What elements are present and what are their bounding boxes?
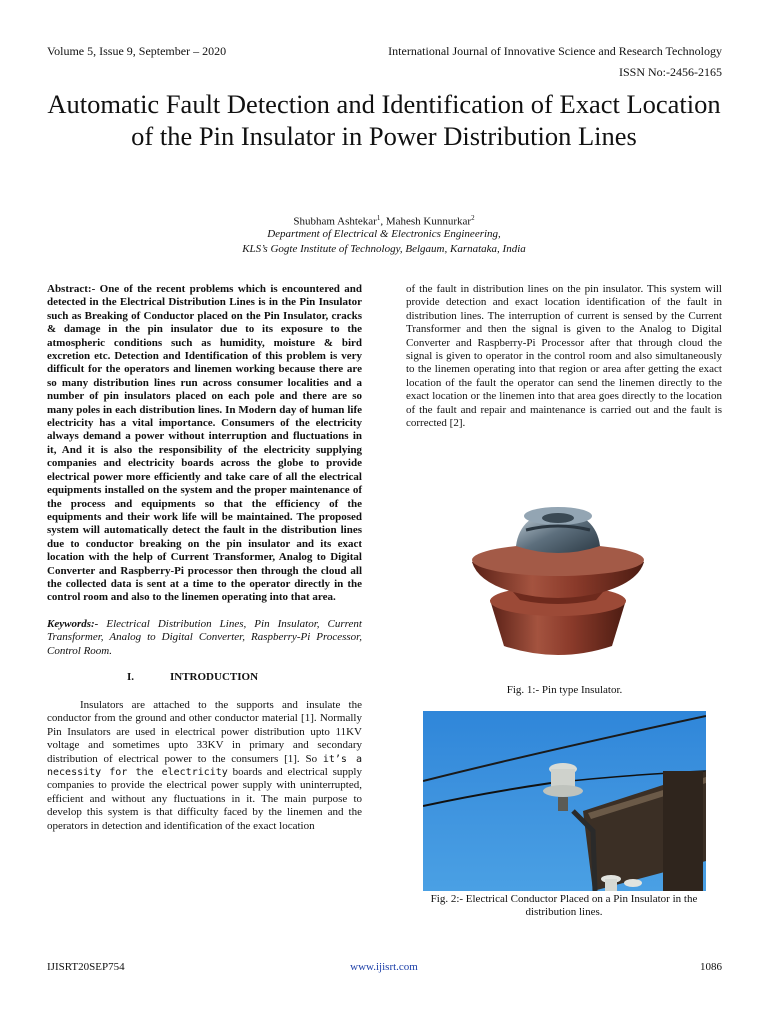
author-2-affiliation-mark: 2	[471, 214, 475, 222]
author-2: Mahesh Kunnurkar	[385, 215, 472, 228]
keywords-body: Electrical Distribution Lines, Pin Insulator, Current Transformer, Analog to Digital Converter, Raspberry-Pi Processor, Control Room.	[47, 617, 362, 657]
section-title: INTRODUCTION	[170, 670, 259, 683]
abstract	[47, 283, 362, 605]
footer-paper-id: IJISRT20SEP754	[47, 961, 125, 973]
right-column-paragraph: of the fault in distribution lines on the pin insulator. This system will provide detection and exact location identification of the fault in distribution lines. The interruption of current is sensed by the Current Transformer and then the signal is given to the Analog to Digital Converter and Raspberry-Pi Processor after that through cloud the signal is given to operator in the control room and also simultaneously to the linemen operating into that region or area after getting the exact location of the fault the operator can send the linemen directly to the exact location or the linemen into that area goes directly to the location of the fault and repair and maintenance is carried out and the fault is corrected [2].	[406, 283, 722, 430]
header-journal: International Journal of Innovative Science and Research Technology	[388, 44, 722, 58]
section-number: I.	[127, 670, 135, 683]
right-column	[406, 283, 722, 430]
author-1: Shubham Ashtekar	[293, 215, 377, 228]
figure-2-conductor-photo	[423, 711, 706, 891]
intro-text-b: it’s a necessity for the electricity	[47, 753, 362, 778]
left-column	[47, 283, 362, 833]
section-heading-introduction	[47, 671, 362, 685]
institute: KLS’s Gogte Institute of Technology, Belgaum, Karnataka, India	[242, 243, 526, 255]
keywords	[47, 618, 362, 658]
author-separator: ,	[380, 215, 386, 228]
figure-1-caption: Fig. 1:- Pin type Insulator.	[506, 684, 623, 696]
author-1-affiliation-mark: 1	[376, 214, 381, 222]
figure-1-pin-insulator-image	[468, 496, 648, 666]
header-volume: Volume 5, Issue 9, September – 2020	[47, 44, 227, 58]
intro-text-c: boards and electrical supply companies to provide the electrical power supply with uninterrupted, efficient and without any fluctuations in it. The main purpose to develop this system is that difficulty faced by the linemen and the operators in detection and identification of the exact location	[47, 766, 362, 832]
authors-line	[0, 211, 768, 229]
footer-page-number: 1086	[700, 961, 722, 973]
department: Department of Electrical & Electronics Engineering,	[267, 228, 501, 240]
figure-2-caption: Fig. 2:- Electrical Conductor Placed on a Pin Insulator in the distribution lines.	[430, 893, 698, 918]
abstract-label: Abstract:-	[47, 283, 96, 295]
affiliation	[0, 227, 768, 257]
abstract-body: One of the recent problems which is encountered and detected in the Electrical Distribution Lines is in the Pin Insulator such as Breaking of Conductor placed on the Pin Insulator, cracks & damage in the pin insulator due to its exposure to the atmospheric conditions such as humidity, moisture & bird excretion etc. Detection and Identification of this problem is very difficult for the operators and linemen working because there are so many distribution lines run across consumer localities and a number of pin insulators placed on each pole and there are so many poles in each distribution lines. In Modern day of human life electricity has a vital importance. Consumers of the electricity always demand a power without interruption and fluctuations in it, And it is also the responsibility of the electricity supplying companies and electricity boards across the globe to provide electrical power more efficiently and take care of all the electrical equipments installed on the system and the proper maintenance of the process and equipments so that the efficiency of the equipments and their work life will be maintained. The proposed system will automatically detect the fault in the distribution lines due to conductor breaking on the pin insulator and its exact location with the help of Current Transformer, Analog to Digital Converter and Raspberry-Pi processor then through the cloud all the collected data is sent at a time to the operator directly in the control room and also to the linemen operating into that area.	[47, 283, 362, 604]
header-issn: ISSN No:-2456-2165	[618, 65, 722, 79]
introduction-paragraph	[47, 699, 362, 833]
paper-title: Automatic Fault Detection and Identification of Exact Location of the Pin Insulator in Power Distribution Lines	[47, 89, 721, 151]
footer-website-link[interactable]: www.ijisrt.com	[350, 961, 418, 973]
intro-text-a: Insulators are attached to the supports and insulate the conductor from the ground and other conductor material [1]. Normally Pin Insulators are used in electrical power distribution upto 11KV voltage and sometimes upto 33KV in primary and secondary distribution of electrical power to the consumers [1]. So	[47, 698, 362, 765]
keywords-label: Keywords:-	[47, 617, 99, 630]
